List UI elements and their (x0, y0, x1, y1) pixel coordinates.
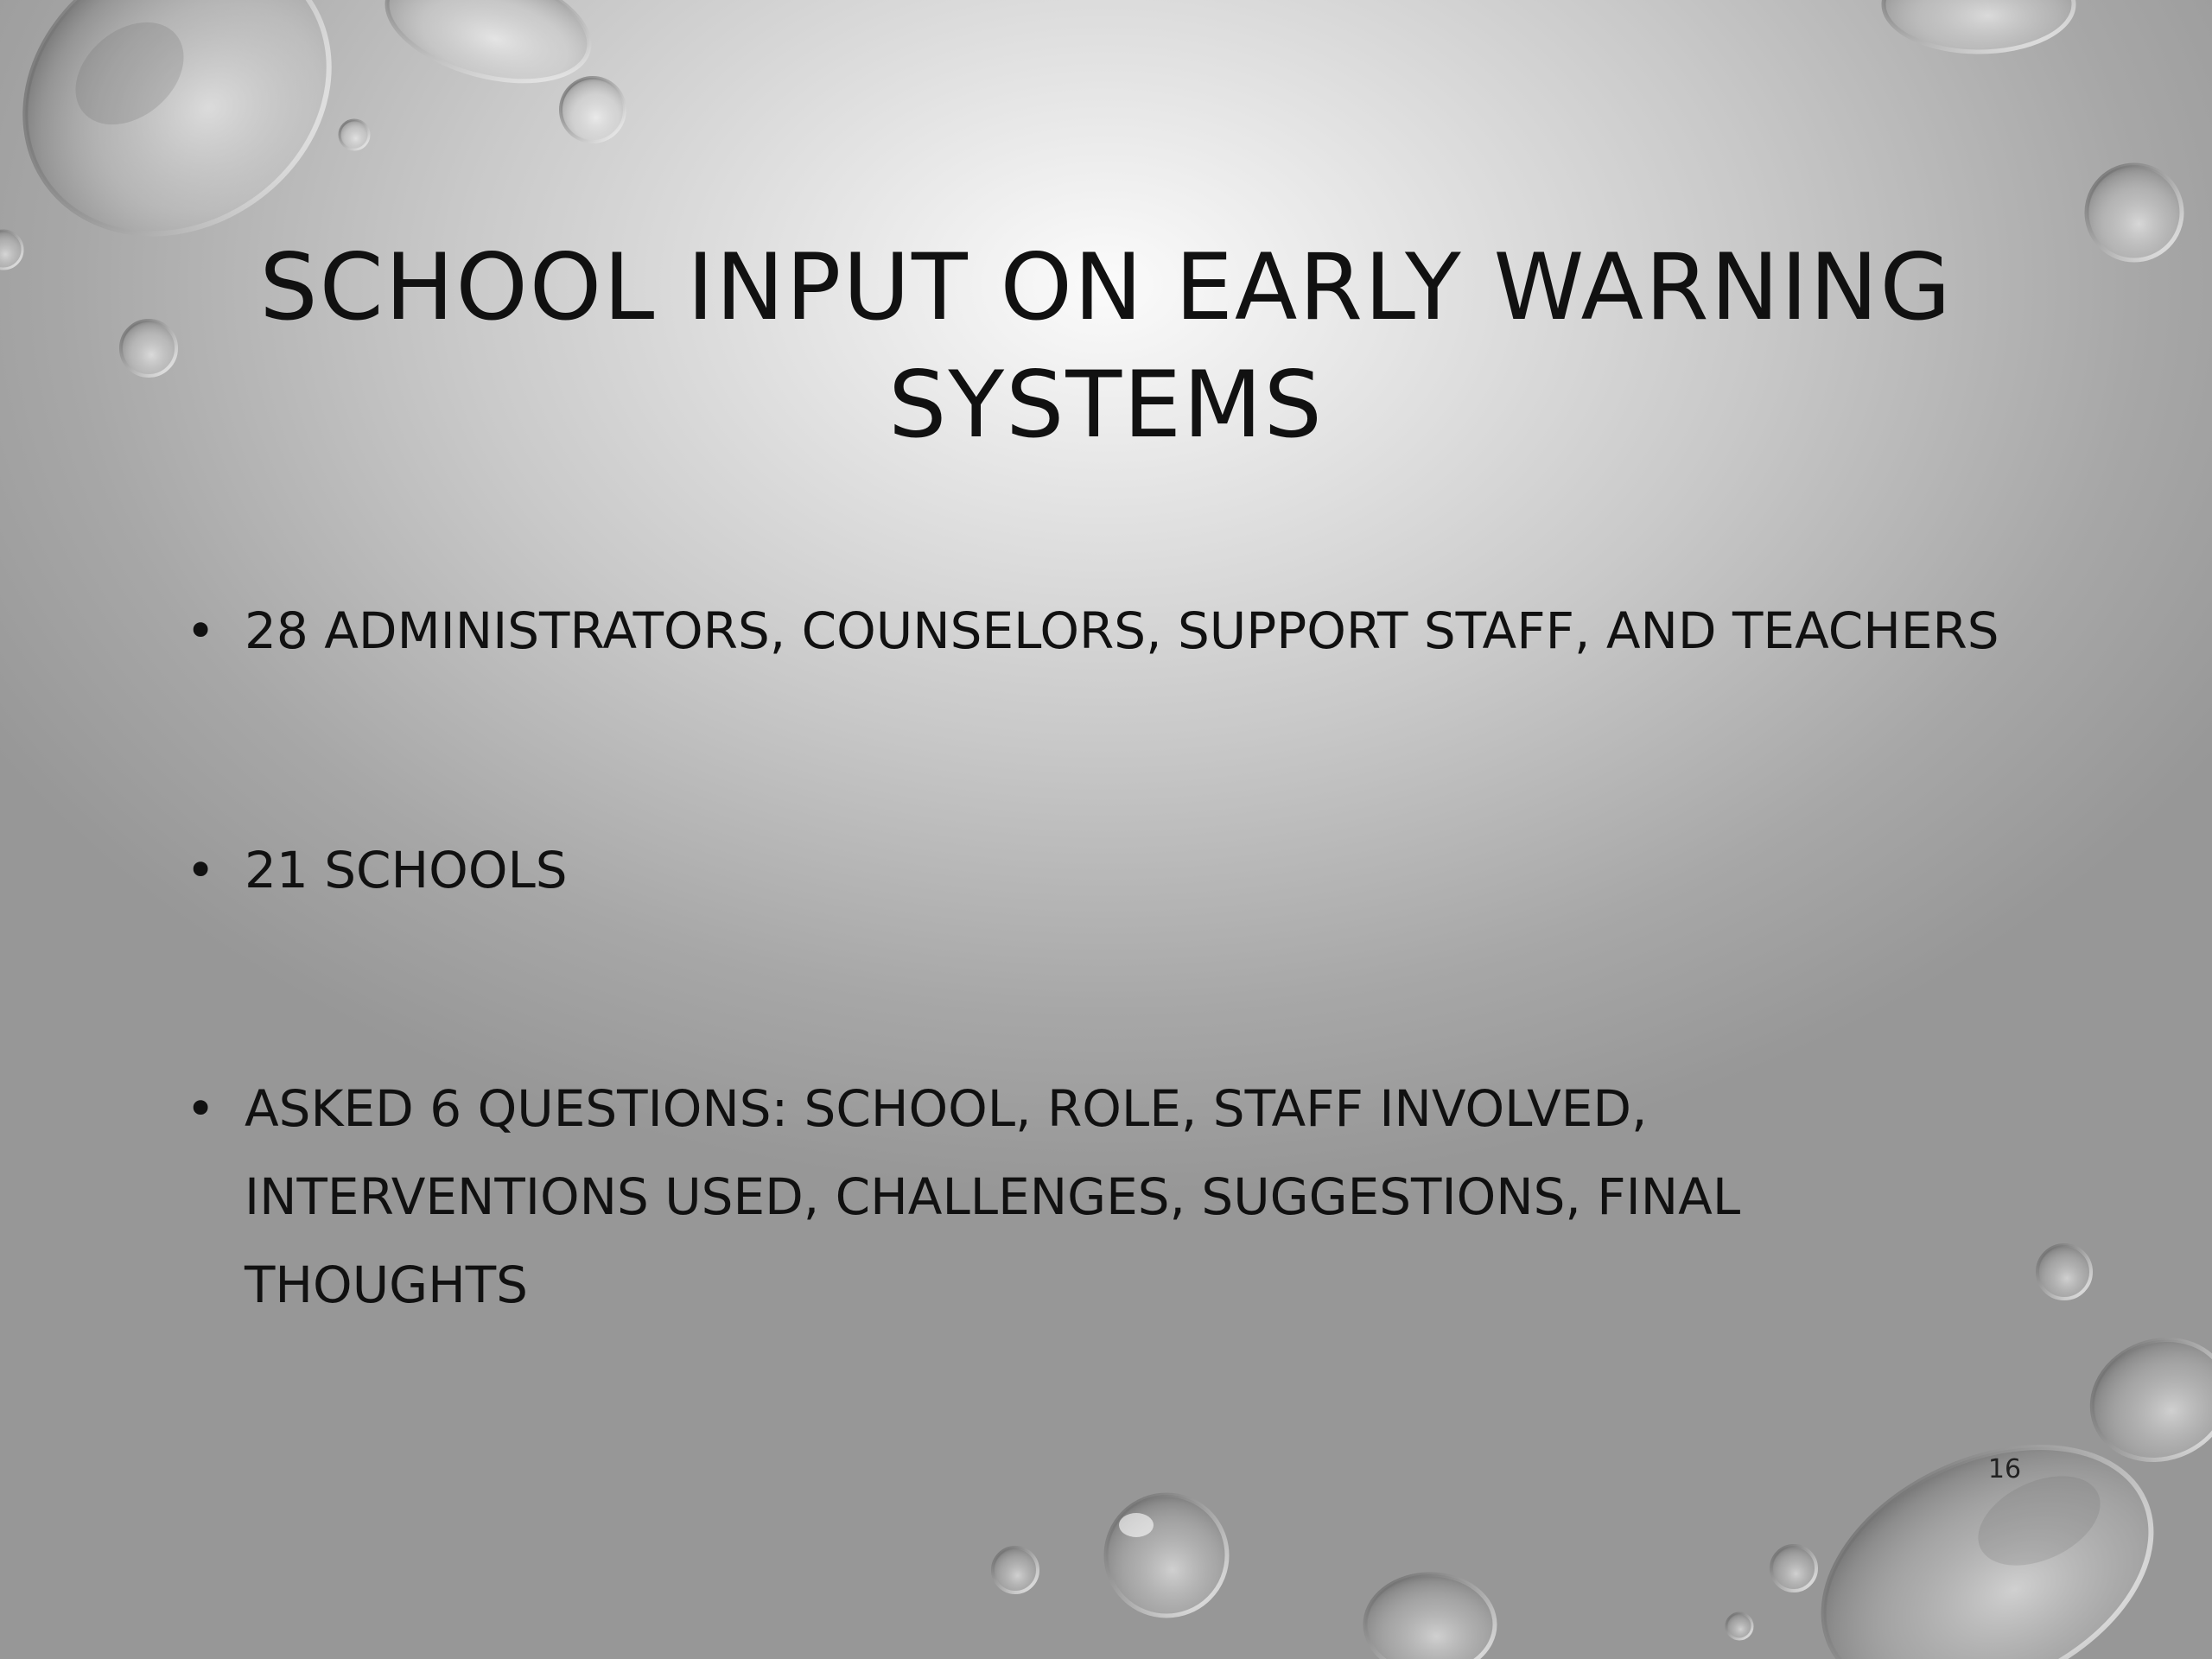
slide-title: SCHOOL INPUT ON EARLY WARNING SYSTEMS (259, 234, 1953, 458)
bullet-icon: • (186, 841, 216, 899)
bullet-item (186, 1065, 1827, 1329)
bullet-item (186, 826, 1914, 914)
bullet-item (186, 587, 2087, 675)
bullet-icon: • (186, 601, 216, 660)
bullet-icon: • (186, 1079, 216, 1138)
bullet-text: 28 ADMINISTRATORS, COUNSELORS, SUPPORT STAFF, AND TEACHERS (245, 601, 1999, 660)
bullet-text: 21 SCHOOLS (245, 841, 568, 899)
bullet-text: ASKED 6 QUESTIONS: SCHOOL, ROLE, STAFF INVOLVED, INTERVENTIONS USED, CHALLENGES, SUGGESTIONS, FINAL THOUGHTS (245, 1079, 1741, 1314)
slide-number: 16 (1987, 1454, 2022, 1484)
